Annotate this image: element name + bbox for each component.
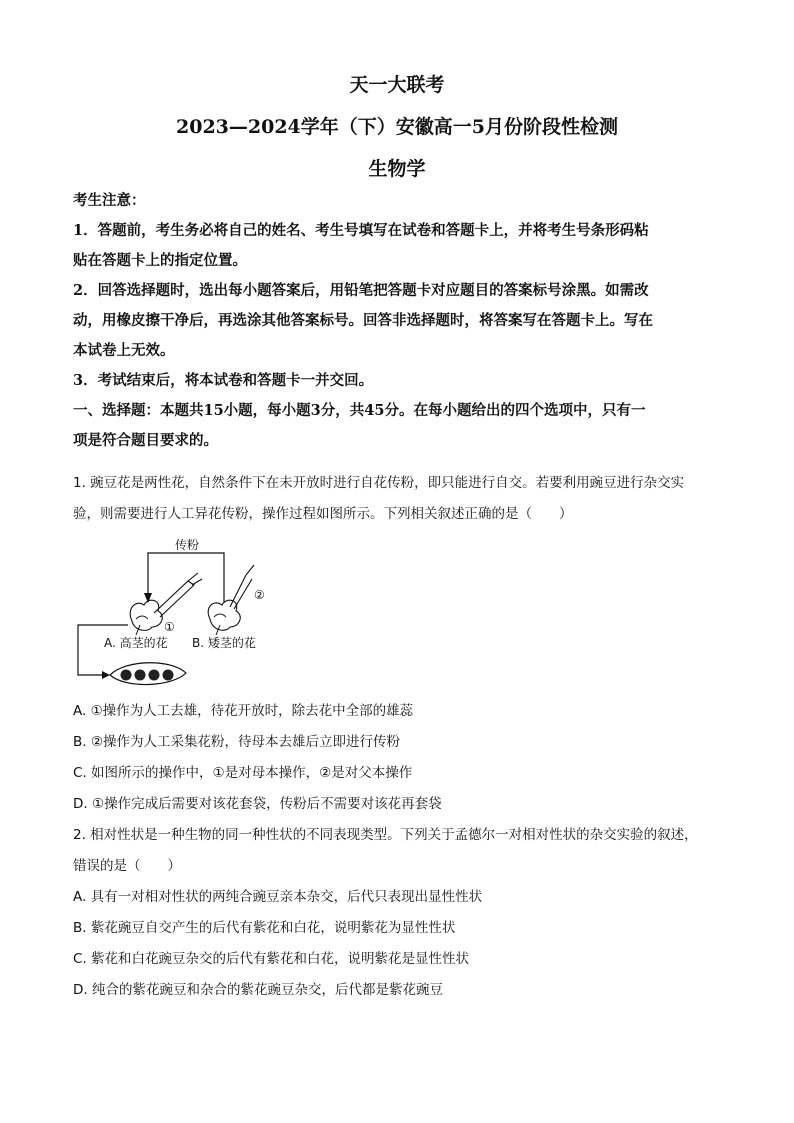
notice-item-2-line-1: 2．回答选择题时，选出每小题答案后，用铅笔把答题卡对应题目的答案标号涂黑。如需改 [73, 282, 649, 299]
section-1-line-1: 一、选择题：本题共15小题，每小题3分，共45分。在每小题给出的四个选项中，只有一 [73, 402, 646, 419]
question-1-options [73, 696, 723, 820]
question-1-option-c: C. 如图所示的操作中，①是对母本操作，②是对父本操作 [73, 765, 413, 781]
pea-pod-icon [110, 663, 186, 685]
question-2-stem-line-1: 2. 相对性状是一种生物的同一种性状的不同表现类型。下列关于孟德尔一对相对性状的杂交实验的叙述， [73, 827, 698, 843]
question-2-option-d: D. 纯合的紫花豌豆和杂合的紫花豌豆杂交，后代都是紫花豌豆 [73, 982, 443, 998]
notice-section [73, 186, 723, 456]
pollination-diagram [70, 535, 280, 695]
question-1-stem-line-1: 1. 豌豆花是两性花，自然条件下在未开放时进行自花传粉，即只能进行自交。若要利用豌豆进行杂交实 [73, 475, 685, 491]
question-1-option-a: A. ①操作为人工去雄，待花开放时，除去花中全部的雄蕊 [73, 703, 414, 719]
notice-item-2-line-2: 动，用橡皮擦干净后，再选涂其他答案标号。回答非选择题时，将答案写在答题卡上。写在 [73, 312, 653, 329]
flower-b-icon [208, 565, 254, 635]
notice-item-3: 3．考试结束后，将本试卷和答题卡一并交回。 [73, 372, 374, 389]
result-arrow-line [78, 625, 128, 675]
question-2-option-a: A. 具有一对相对性状的两纯合豌豆亲本杂交，后代只表现出显性性状 [73, 889, 483, 905]
notice-item-2-line-3: 本试卷上无效。 [73, 342, 175, 359]
question-1-option-b: B. ②操作为人工采集花粉，待母本去雄后立即进行传粉 [73, 734, 400, 750]
flower-a-label: A. 高茎的花 [104, 636, 168, 650]
step-1-marker: ① [164, 620, 175, 634]
question-1-stem [73, 468, 723, 530]
pollination-figure [70, 535, 280, 695]
question-2 [73, 820, 723, 1006]
notice-item-1-line-2: 贴在答题卡上的指定位置。 [73, 252, 247, 269]
notice-title: 考生注意： [73, 192, 146, 209]
step-2-marker: ② [254, 588, 265, 602]
subject-title: 生物学 [368, 158, 426, 180]
question-2-option-c: C. 紫花和白花豌豆杂交的后代有紫花和白花，说明紫花是显性性状 [73, 951, 470, 967]
question-1-stem-line-2: 验，则需要进行人工异花传粉，操作过程如图所示。下列相关叙述正确的是（ ） [73, 506, 573, 522]
question-2-option-b: B. 紫花豌豆自交产生的后代有紫花和白花，说明紫花为显性性状 [73, 920, 456, 936]
notice-item-1-line-1: 1．答题前，考生务必将自己的姓名、考生号填写在试卷和答题卡上，并将考生号条形码粘 [73, 222, 649, 239]
exam-title: 2023—2024学年（下）安徽高一5月份阶段性检测 [176, 116, 618, 138]
result-arrow-head [102, 671, 110, 679]
org-title: 天一大联考 [349, 74, 445, 96]
pollination-label: 传粉 [174, 538, 200, 552]
question-1-option-d: D. ①操作完成后需要对该花套袋，传粉后不需要对该花再套袋 [73, 796, 442, 812]
flower-b-label: B. 矮茎的花 [192, 636, 256, 650]
question-2-stem-line-2: 错误的是（ ） [73, 858, 181, 874]
section-1-line-2: 项是符合题目要求的。 [73, 432, 218, 449]
pollination-arrow-line [148, 553, 224, 603]
